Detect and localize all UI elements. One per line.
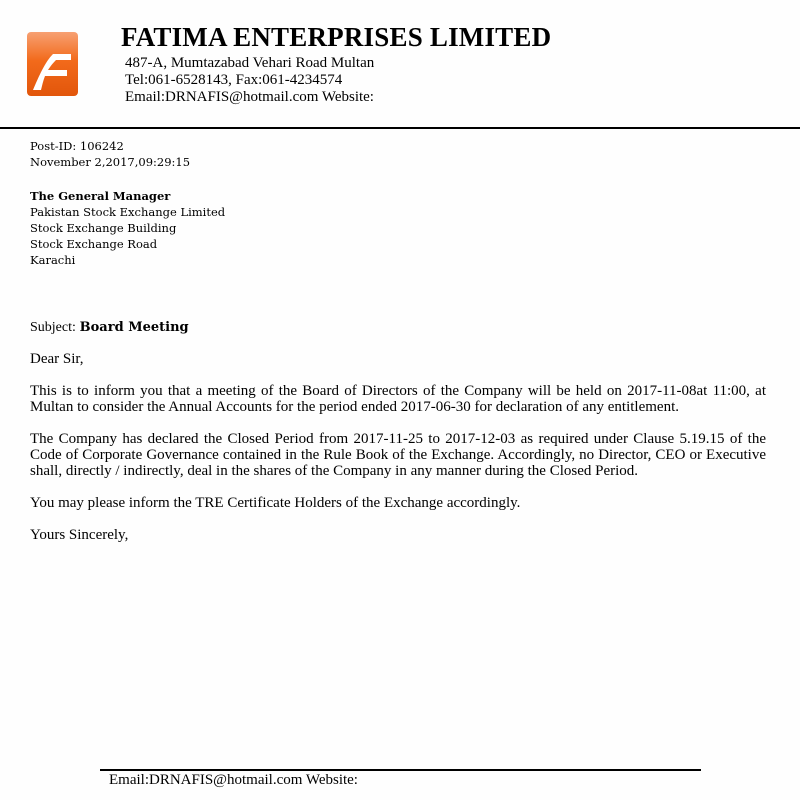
subject-value: Board Meeting — [79, 320, 189, 335]
recipient-line: Pakistan Stock Exchange Limited — [30, 205, 226, 219]
recipient-line: Stock Exchange Road — [30, 237, 158, 251]
company-logo-icon — [27, 32, 78, 96]
header-divider — [0, 127, 800, 129]
subject-line — [30, 319, 766, 336]
paragraph-meeting-notice: This is to inform you that a meeting of the Board of Directors of the Company will be held on 2017-11-08at 11:00, at Multan to consider the Annual Accounts for the period ended 2017-06-30 for declaration of any entitlement. — [30, 383, 766, 415]
footer-divider — [100, 769, 701, 771]
recipient-line: Karachi — [30, 253, 76, 267]
company-address: 487-A, Mumtazabad Vehari Road Multan — [125, 55, 375, 71]
footer-email-website: Email:DRNAFIS@hotmail.com Website: — [109, 772, 358, 788]
company-phone-fax: Tel:061-6528143, Fax:061-4234574 — [125, 72, 343, 88]
company-name: FATIMA ENTERPRISES LIMITED — [121, 22, 552, 52]
closing: Yours Sincerely, — [30, 527, 129, 543]
recipient-line: Stock Exchange Building — [30, 221, 177, 235]
recipient-title: The General Manager — [30, 189, 171, 203]
subject-label: Subject: — [30, 320, 76, 335]
paragraph-closed-period: The Company has declared the Closed Period from 2017-11-25 to 2017-12-03 as required under Clause 5.19.15 of the Code of Corporate Governance contained in the Rule Book of the Exchange. Accordingly, no Director, CEO or Executive shall, directly / indirectly, deal in the shares of the Company in any manner during the Closed Period. — [30, 431, 766, 479]
salutation: Dear Sir, — [30, 351, 84, 367]
company-email-website: Email:DRNAFIS@hotmail.com Website: — [125, 89, 374, 105]
post-date: November 2,2017,09:29:15 — [30, 155, 191, 169]
paragraph-inform-holders: You may please inform the TRE Certificate Holders of the Exchange accordingly. — [30, 495, 521, 511]
post-id: Post-ID: 106242 — [30, 139, 124, 153]
